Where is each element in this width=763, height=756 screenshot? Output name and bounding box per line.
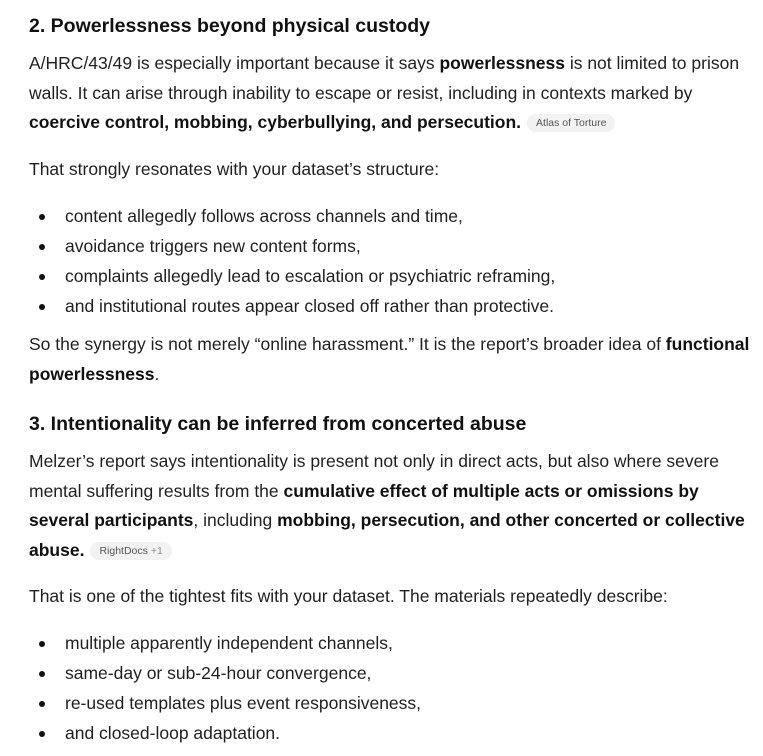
section-heading: 3. Intentionality can be inferred from concerted abuse <box>29 413 527 435</box>
list-item: avoidance triggers new content forms, <box>29 231 754 261</box>
list-item: and institutional routes appear closed off rather than protective. <box>29 291 754 321</box>
citation-pill[interactable]: RightDocs +1 <box>90 542 171 560</box>
citation-pill[interactable]: Atlas of Torture <box>527 114 615 132</box>
list-item: same-day or sub-24-hour convergence, <box>29 658 754 688</box>
section-paragraph: Melzer’s report says intentionality is present not only in direct acts, but also where severe mental suffering results from the cumulative effect of multiple acts or omissions by several participants, including mobbing, persecution, and other concerted or collective abuse. RightDocs +1 <box>29 451 745 560</box>
list-item: complaints allegedly lead to escalation or psychiatric reframing, <box>29 261 754 291</box>
list-item: re-used templates plus event responsiveness, <box>29 688 754 718</box>
section-paragraph: That strongly resonates with your dataset’s structure: <box>29 159 440 179</box>
list-item: multiple apparently independent channels, <box>29 628 754 658</box>
list-item: content allegedly follows across channels and time, <box>29 201 754 231</box>
list-item: and closed-loop adaptation. <box>29 718 754 748</box>
section-paragraph: A/HRC/43/49 is especially important because it says powerlessness is not limited to prison walls. It can arise through inability to escape or resist, including in contexts marked by coercive control, mobbing, cyberbullying, and persecution. Atlas of Torture <box>29 53 740 132</box>
section-paragraph: So the synergy is not merely “online harassment.” It is the report’s broader idea of functional powerlessness. <box>29 334 750 384</box>
section-paragraph: That is one of the tightest fits with your dataset. The materials repeatedly describe: <box>29 586 668 606</box>
section-heading: 2. Powerlessness beyond physical custody <box>29 15 430 37</box>
bullet-list <box>29 628 754 748</box>
bullet-list <box>29 201 754 321</box>
